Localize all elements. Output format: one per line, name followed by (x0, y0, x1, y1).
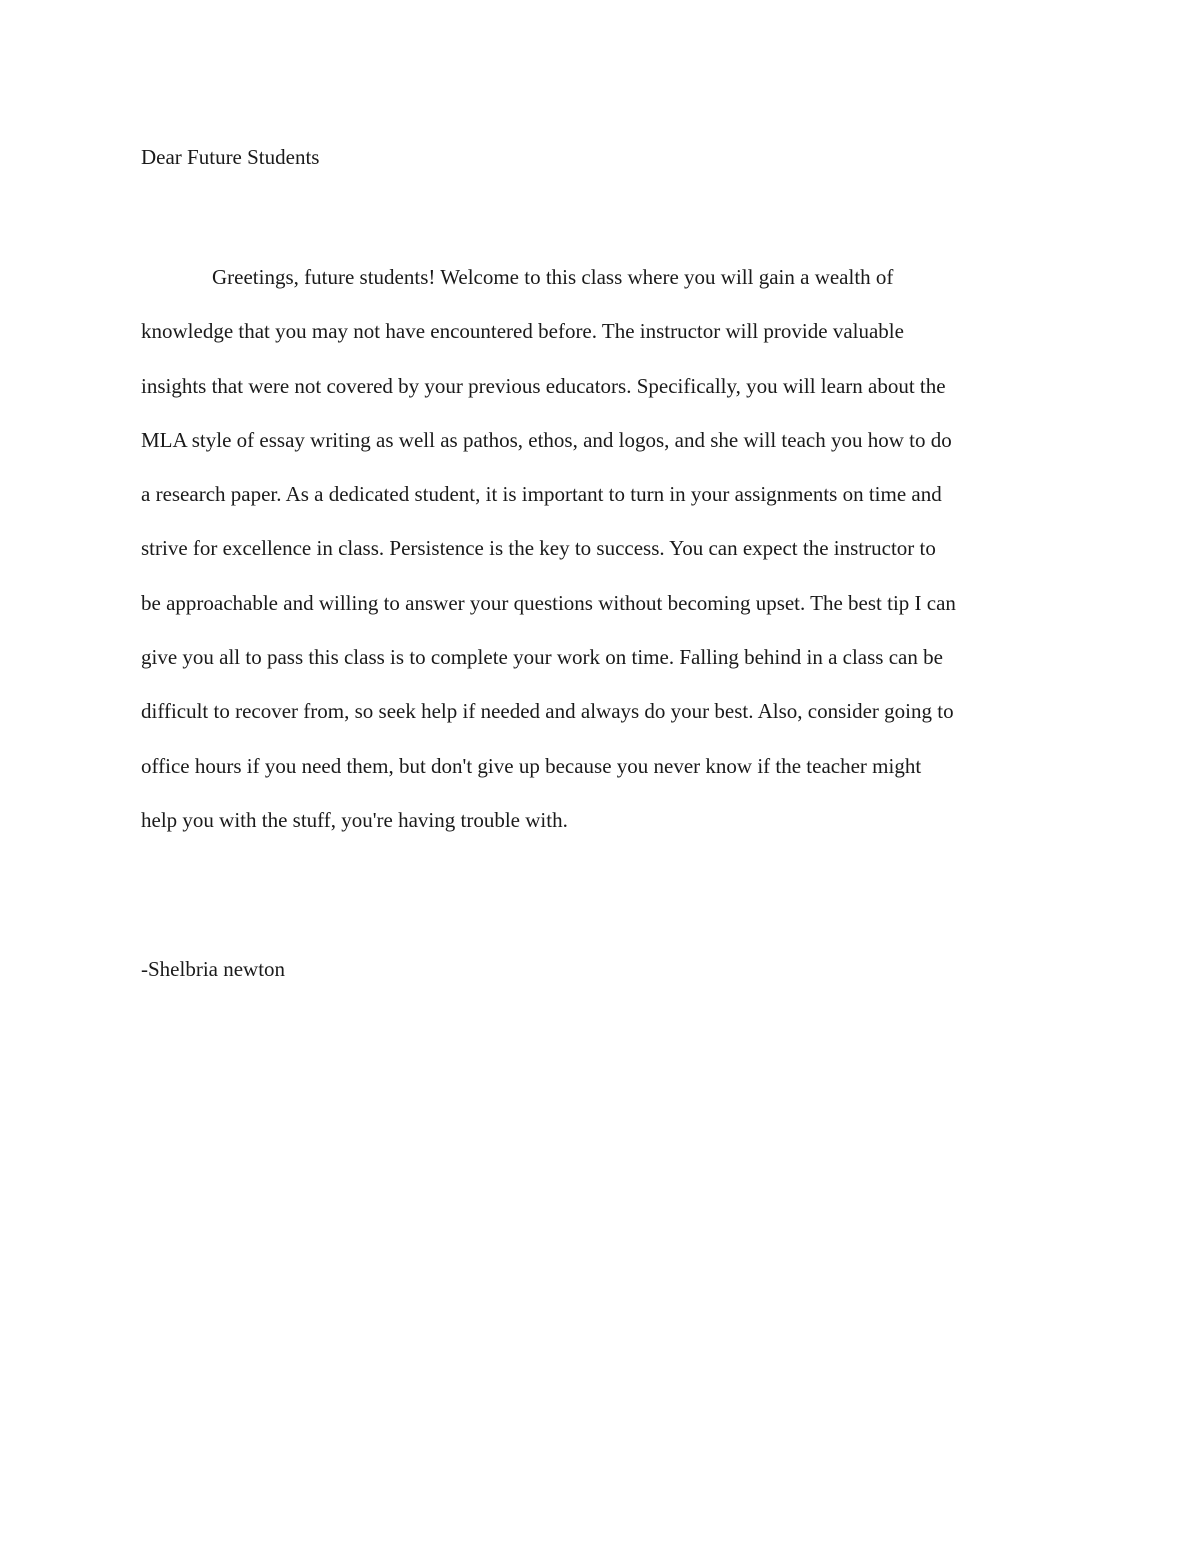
body-line: give you all to pass this class is to complete your work on time. Falling behind in a class can be (141, 645, 943, 670)
letter-body (141, 250, 1071, 847)
letter-salutation: Dear Future Students (141, 145, 320, 169)
body-line: office hours if you need them, but don't give up because you never know if the teacher might (141, 753, 922, 778)
body-line: strive for excellence in class. Persistence is the key to success. You can expect the instructor to (141, 536, 936, 561)
letter-signature: -Shelbria newton (141, 957, 286, 981)
body-line: a research paper. As a dedicated student, it is important to turn in your assignments on time and (141, 482, 942, 507)
body-line: MLA style of essay writing as well as pathos, ethos, and logos, and she will teach you how to do (141, 427, 952, 452)
body-line: knowledge that you may not have encountered before. The instructor will provide valuable (141, 319, 904, 344)
body-line: help you with the stuff, you're having trouble with. (141, 807, 568, 832)
body-line: insights that were not covered by your previous educators. Specifically, you will learn about the (141, 373, 946, 398)
body-line: be approachable and willing to answer your questions without becoming upset. The best tip I can (141, 590, 956, 615)
body-line: Greetings, future students! Welcome to this class where you will gain a wealth of (212, 265, 894, 289)
body-line: difficult to recover from, so seek help if needed and always do your best. Also, consider going to (141, 699, 954, 724)
